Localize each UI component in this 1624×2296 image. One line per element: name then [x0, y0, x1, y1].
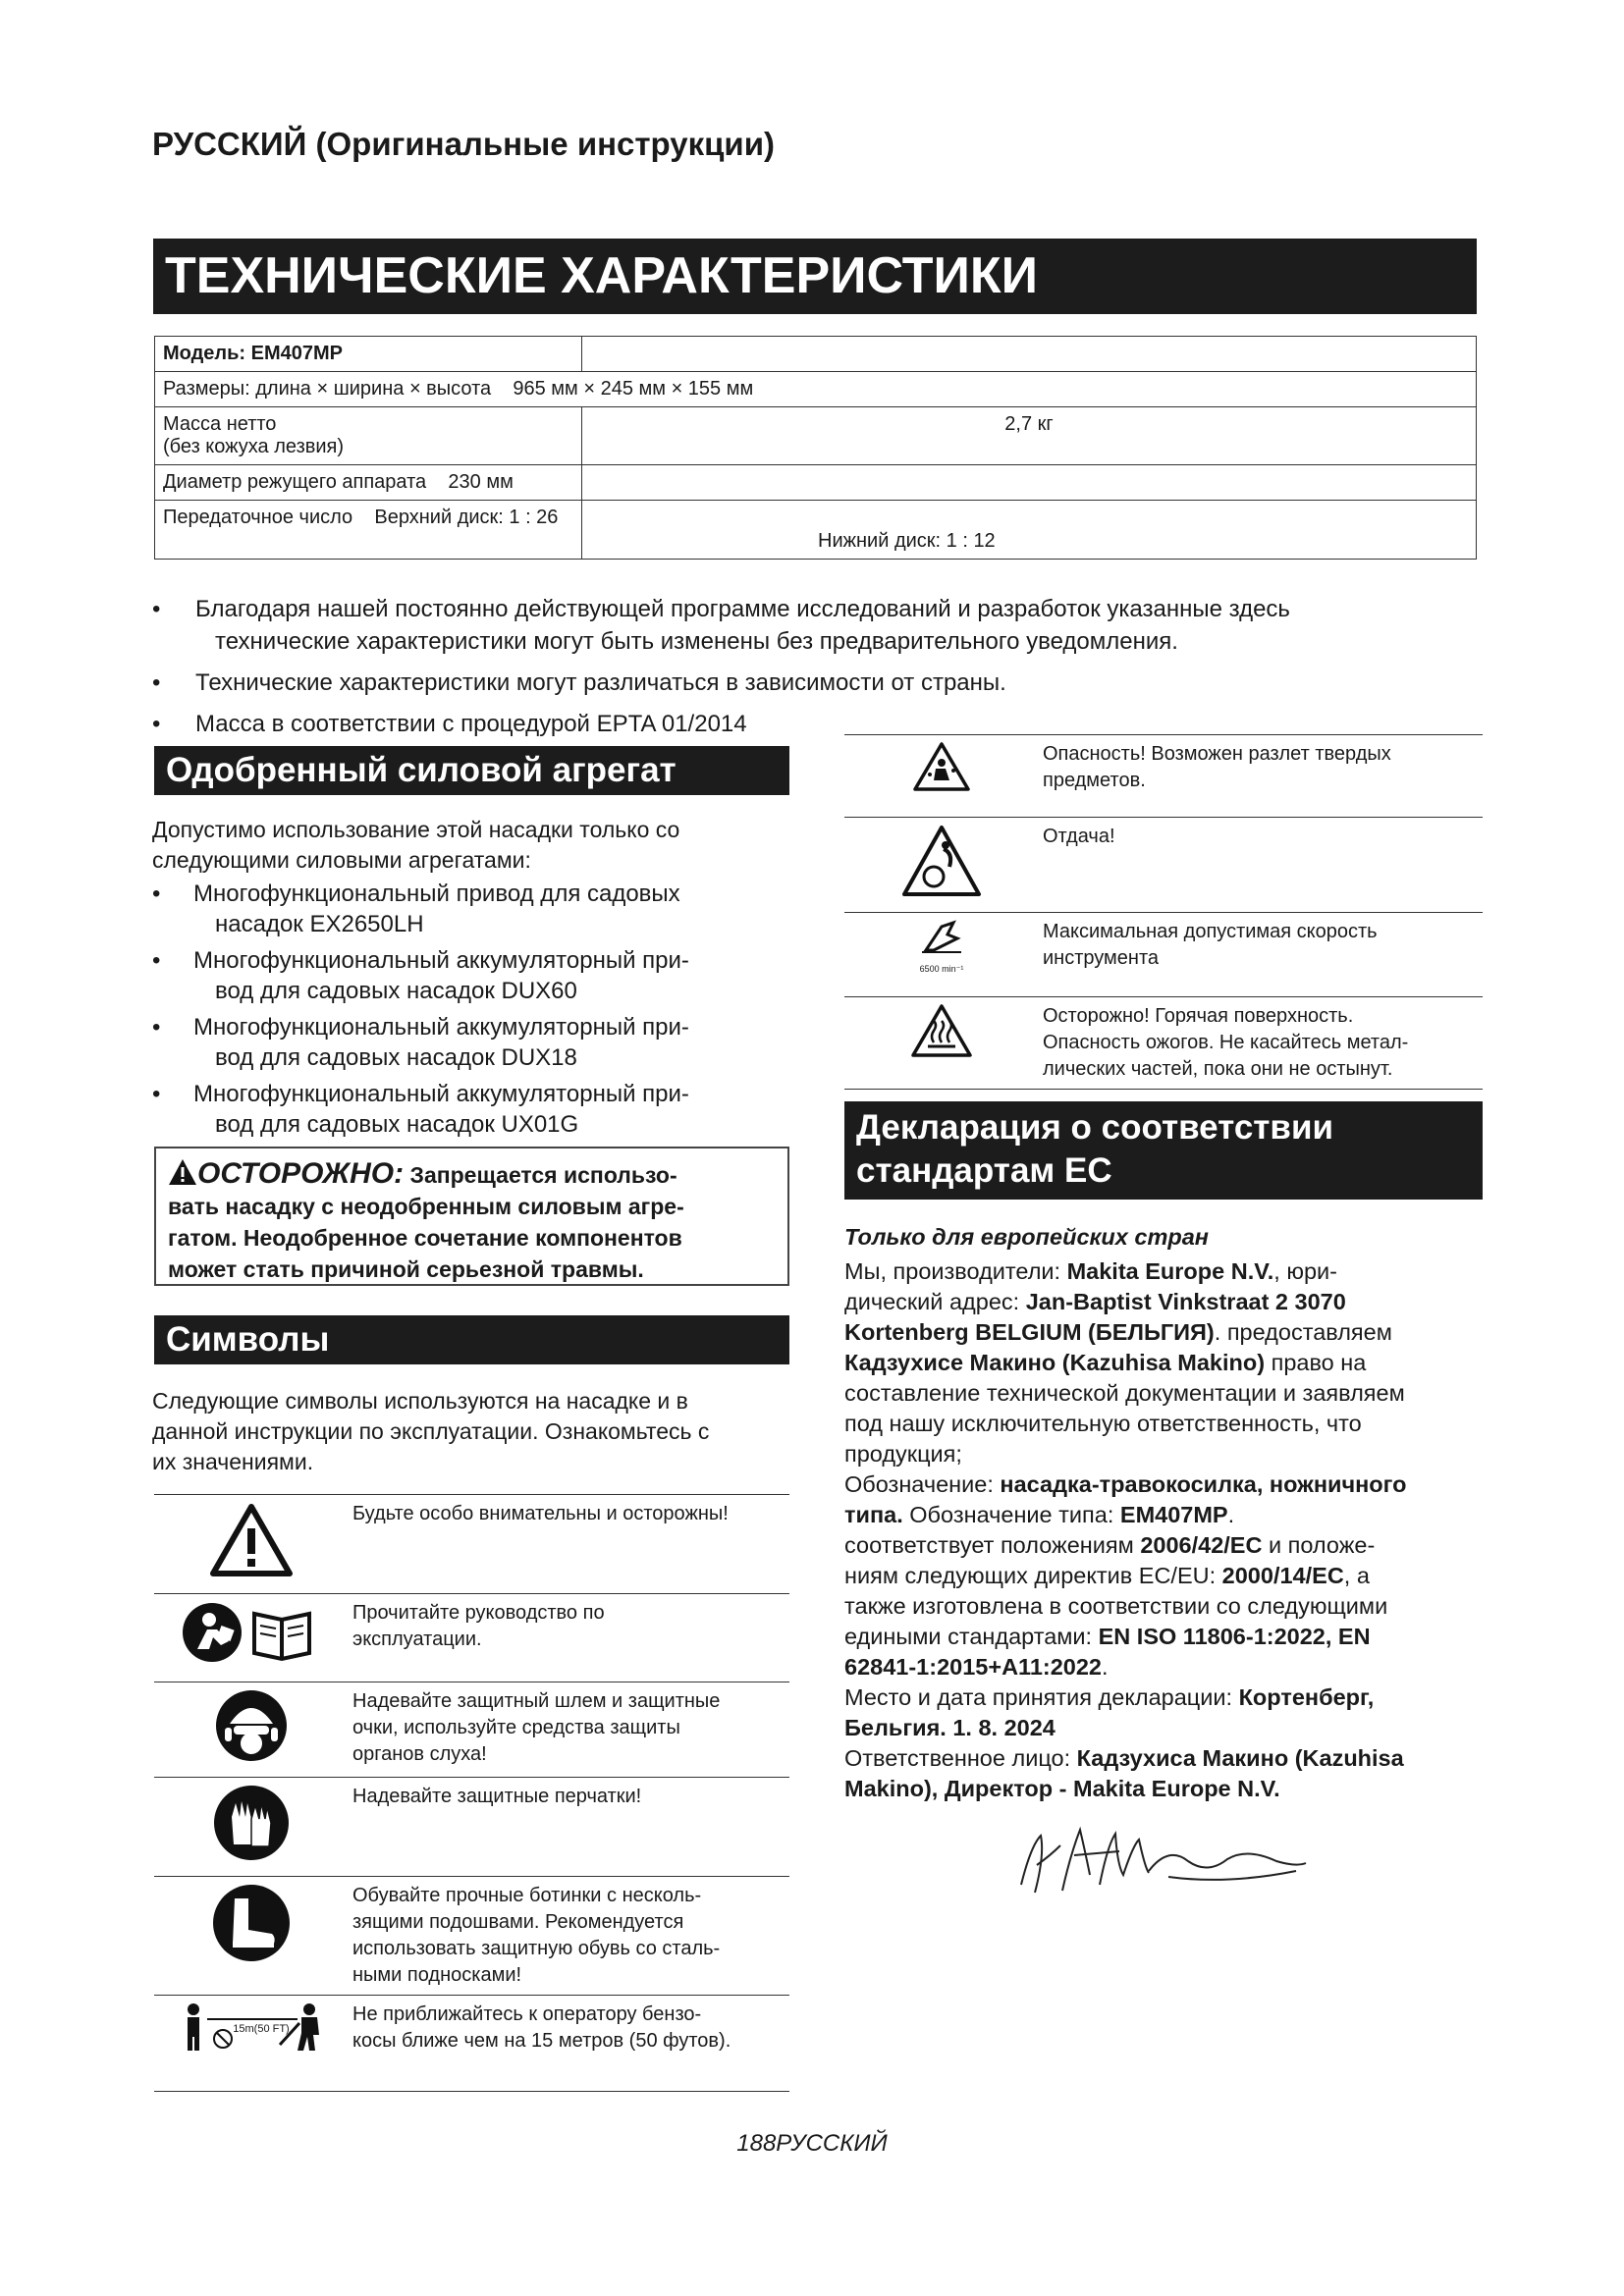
table-row [844, 818, 1483, 913]
declaration-title-line: стандартам ЕС [856, 1151, 1112, 1190]
spec-value [582, 337, 1477, 372]
table-row [155, 465, 1477, 501]
text-bold: Jan-Baptist Vinkstraat 2 3070 [1025, 1289, 1346, 1314]
symbol-line: Не приближайтесь к оператору бензо- [352, 2003, 702, 2025]
symbol-text [349, 1594, 789, 1682]
text-bold: типа. [844, 1502, 903, 1527]
declaration-line [844, 1256, 1483, 1287]
text-bold: Кадзухисе Макино (Kazuhisa Makino) [844, 1350, 1266, 1375]
specs-title: ТЕХНИЧЕСКИЕ ХАРАКТЕРИСТИКИ [153, 239, 1477, 314]
symbol-icon-cell [154, 1594, 349, 1682]
symbol-text [349, 1877, 789, 1996]
table-row [154, 1495, 789, 1594]
hot-surface-icon [910, 1003, 973, 1058]
symbol-line: органов слуха! [352, 1743, 487, 1765]
text-bold: Kortenberg BELGIUM (БЕЛЬГИЯ) [844, 1319, 1215, 1345]
flying-debris-icon [912, 741, 971, 792]
text: и положе- [1262, 1532, 1376, 1558]
approved-intro [152, 815, 790, 876]
table-row [155, 501, 1477, 560]
table-row [155, 337, 1477, 372]
table-row [154, 1594, 789, 1682]
max-speed-label: 6500 min⁻¹ [919, 964, 964, 974]
symbol-line: Отдача! [1043, 826, 1115, 847]
text-bold: Makita Europe N.V. [1066, 1258, 1274, 1284]
symbol-text [1039, 735, 1483, 818]
table-row [154, 1996, 789, 2092]
declaration-line [844, 1713, 1483, 1743]
text-bold: EM407MP [1119, 1502, 1228, 1527]
symbol-icon-cell [844, 997, 1039, 1090]
text-bold: насадка-травокосилка, ножничного [1000, 1471, 1407, 1497]
declaration-line [844, 1774, 1483, 1804]
declaration-line [844, 1500, 1483, 1530]
bullet: • [152, 1014, 161, 1041]
item-text: Многофункциональный аккумуляторный при- [193, 947, 689, 974]
spec-notes [152, 593, 1478, 749]
list-item [152, 879, 781, 939]
declaration-line: также изготовлена в соответствии со следующими [844, 1593, 1388, 1619]
item-text: Многофункциональный аккумуляторный при- [193, 1081, 689, 1107]
text: едиными стандартами: [844, 1624, 1099, 1649]
spec-label-line: (без кожуха лезвия) [163, 436, 345, 457]
symbol-icon-cell [154, 1495, 349, 1594]
symbol-icon-cell [154, 1778, 349, 1877]
symbol-line: Обувайте прочные ботинки с несколь- [352, 1885, 702, 1906]
symbol-text [349, 1778, 789, 1877]
spec-label: Размеры: длина × ширина × высота 965 мм × 245 мм × 155 мм [155, 372, 1477, 407]
text: . [1102, 1654, 1109, 1680]
symbol-icon-cell [154, 1996, 349, 2092]
table-row [154, 1682, 789, 1778]
symbol-line: эксплуатации. [352, 1629, 482, 1650]
distance-label: 15m(50 FT) [233, 2023, 290, 2035]
item-text: Многофункциональный привод для садовых [193, 881, 680, 907]
page-footer: 188РУССКИЙ [736, 2130, 888, 2157]
intro-line: следующими силовыми агрегатами: [152, 847, 531, 873]
symbol-line: предметов. [1043, 770, 1146, 791]
text: , юри- [1273, 1258, 1338, 1284]
spec-value [582, 465, 1477, 501]
symbol-text [349, 1495, 789, 1594]
intro-line: данной инструкции по эксплуатации. Ознакомьтесь с [152, 1418, 710, 1444]
symbol-icon-cell [154, 1682, 349, 1778]
text-bold: EN ISO 11806-1:2022, EN [1098, 1624, 1371, 1649]
language-title: РУССКИЙ (Оригинальные инструкции) [152, 126, 775, 162]
declaration-line [844, 1317, 1483, 1348]
approved-list [152, 879, 781, 1146]
warning-triangle-icon [207, 1501, 296, 1579]
declaration-title-line: Декларация о соответствии [856, 1108, 1333, 1147]
warning-line [168, 1158, 776, 1191]
symbols-intro [152, 1386, 800, 1477]
note-text: Благодаря нашей постоянно действующей программе исследований и разработок указанные здесь [195, 596, 1290, 622]
approved-section-title: Одобренный силовой агрегат [154, 746, 789, 795]
declaration-line [844, 1530, 1483, 1561]
table-row [844, 735, 1483, 818]
item-text: Многофункциональный аккумуляторный при- [193, 1014, 689, 1041]
symbol-line: инструмента [1043, 947, 1160, 969]
text-bold: 2006/42/EC [1140, 1532, 1263, 1558]
symbol-line: Будьте особо внимательны и осторожны! [352, 1503, 729, 1524]
bullet: • [152, 881, 161, 907]
text: , а [1343, 1563, 1370, 1588]
kickback-icon [900, 824, 983, 898]
declaration-line [844, 1682, 1483, 1713]
list-item [152, 667, 1478, 699]
symbol-text [1039, 997, 1483, 1090]
table-row [844, 913, 1483, 997]
text: Место и дата принятия декларации: [844, 1684, 1239, 1710]
warning-text: гатом. Неодобренное сочетание компонентов [168, 1225, 682, 1251]
symbol-line: зящими подошвами. Рекомендуется [352, 1911, 684, 1933]
text-bold: 62841-1:2015+A11:2022 [844, 1654, 1102, 1680]
spec-label [155, 407, 582, 465]
symbol-icon-cell [844, 818, 1039, 913]
warning-text: Запрещается использо- [409, 1162, 677, 1188]
intro-line: их значениями. [152, 1449, 314, 1474]
warning-title: ОСТОРОЖНО: [197, 1157, 405, 1190]
symbol-line: Опасность! Возможен разлет твердых [1043, 743, 1391, 765]
gloves-icon [212, 1784, 291, 1862]
table-row [154, 1877, 789, 1996]
intro-line: Допустимо использование этой насадки только со [152, 817, 680, 842]
text-bold: Кадзухиса Макино (Kazuhisa [1076, 1745, 1404, 1771]
symbol-line: Осторожно! Горячая поверхность. [1043, 1005, 1354, 1027]
declaration-line [844, 1469, 1483, 1500]
note-text: Масса в соответствии с процедурой EPTA 01/2014 [195, 711, 747, 737]
declaration-line: под нашу исключительную ответственность, что [844, 1411, 1362, 1436]
declaration-line [844, 1652, 1483, 1682]
list-item [152, 1079, 781, 1140]
spec-label-line: Масса нетто [163, 413, 277, 435]
declaration-line: составление технической документации и заявляем [844, 1380, 1405, 1406]
symbol-text [1039, 913, 1483, 997]
text: . предоставляем [1214, 1319, 1392, 1345]
text-bold: 2000/14/EC [1221, 1563, 1344, 1588]
text: соответствует положениям [844, 1532, 1141, 1558]
symbol-line: использовать защитную обувь со сталь- [352, 1938, 721, 1959]
declaration-section-title [844, 1101, 1483, 1200]
list-item [152, 1012, 781, 1073]
bullet: • [152, 669, 161, 696]
declaration-subtitle: Только для европейских стран [844, 1224, 1209, 1250]
table-row [155, 407, 1477, 465]
symbol-line: ными подносками! [352, 1964, 522, 1986]
note-text: Технические характеристики могут различаться в зависимости от страны. [195, 669, 1006, 696]
right-symbols-table [844, 734, 1483, 1090]
warning-text: может стать причиной серьезной травмы. [168, 1256, 644, 1282]
warning-triangle-icon [168, 1158, 197, 1186]
text: дический адрес: [844, 1289, 1026, 1314]
symbol-text [349, 1996, 789, 2092]
declaration-line [844, 1561, 1483, 1591]
item-text: вод для садовых насадок UX01G [215, 1111, 579, 1138]
text: . [1227, 1502, 1235, 1527]
bullet: • [152, 947, 161, 974]
item-text: вод для садовых насадок DUX18 [215, 1044, 577, 1071]
text: ниям следующих директив EC/EU: [844, 1563, 1222, 1588]
list-item [152, 593, 1478, 658]
symbol-line: Надевайте защитный шлем и защитные [352, 1690, 721, 1712]
spec-label: Диаметр режущего аппарата 230 мм [155, 465, 582, 501]
declaration-line: продукция; [844, 1441, 962, 1467]
text-bold: Бельгия. 1. 8. 2024 [844, 1715, 1056, 1740]
spec-label: Модель: EM407MP [155, 337, 582, 372]
symbol-line: Прочитайте руководство по [352, 1602, 605, 1624]
text-bold: Makino), Директор - Makita Europe N.V. [844, 1776, 1280, 1801]
table-row [844, 997, 1483, 1090]
declaration-line [844, 1348, 1483, 1378]
text: Ответственное лицо: [844, 1745, 1077, 1771]
text-bold: Кортенберг, [1238, 1684, 1375, 1710]
symbol-icon-cell [844, 913, 1039, 997]
spec-value: Нижний диск: 1 : 12 [582, 501, 1477, 560]
symbols-table [154, 1494, 789, 2092]
specs-table [154, 336, 1477, 560]
spec-value: 2,7 кг [582, 407, 1477, 465]
spec-label: Передаточное число Верхний диск: 1 : 26 [155, 501, 582, 560]
note-text: технические характеристики могут быть изменены без предварительного уведомления. [215, 628, 1178, 655]
text: Обозначение: [844, 1471, 1001, 1497]
text: право на [1265, 1350, 1367, 1375]
item-text: вод для садовых насадок DUX60 [215, 978, 577, 1004]
max-speed-icon [912, 919, 971, 960]
symbol-line: Максимальная допустимая скорость [1043, 921, 1378, 942]
symbol-text [1039, 818, 1483, 913]
symbol-icon-cell [154, 1877, 349, 1996]
bullet: • [152, 596, 161, 622]
declaration-line [844, 1622, 1483, 1652]
symbol-line: Надевайте защитные перчатки! [352, 1786, 642, 1807]
symbol-line: лических частей, пока они не остынут. [1043, 1058, 1393, 1080]
declaration-line [844, 1287, 1483, 1317]
text: Мы, производители: [844, 1258, 1067, 1284]
symbols-section-title: Символы [154, 1315, 789, 1364]
helmet-goggles-icon [214, 1688, 289, 1763]
signature [1001, 1816, 1316, 1904]
declaration-line [844, 1743, 1483, 1774]
warning-box [154, 1147, 789, 1286]
declaration-text [844, 1222, 1483, 1804]
item-text: насадок EX2650LH [215, 911, 424, 937]
table-row [155, 372, 1477, 407]
read-manual-icon [178, 1600, 325, 1665]
boots-icon [211, 1883, 292, 1963]
symbol-line: Опасность ожогов. Не касайтесь метал- [1043, 1032, 1409, 1053]
list-item [152, 945, 781, 1006]
symbol-line: косы ближе чем на 15 метров (50 футов). [352, 2030, 731, 2052]
table-row [154, 1778, 789, 1877]
symbol-icon-cell [844, 735, 1039, 818]
warning-text: вать насадку с неодобренным силовым агре- [168, 1194, 684, 1219]
text: Обозначение типа: [902, 1502, 1120, 1527]
symbol-text [349, 1682, 789, 1778]
intro-line: Следующие символы используются на насадке и в [152, 1388, 688, 1414]
bullet: • [152, 711, 161, 737]
bullet: • [152, 1081, 161, 1107]
symbol-line: очки, используйте средства защиты [352, 1717, 680, 1738]
